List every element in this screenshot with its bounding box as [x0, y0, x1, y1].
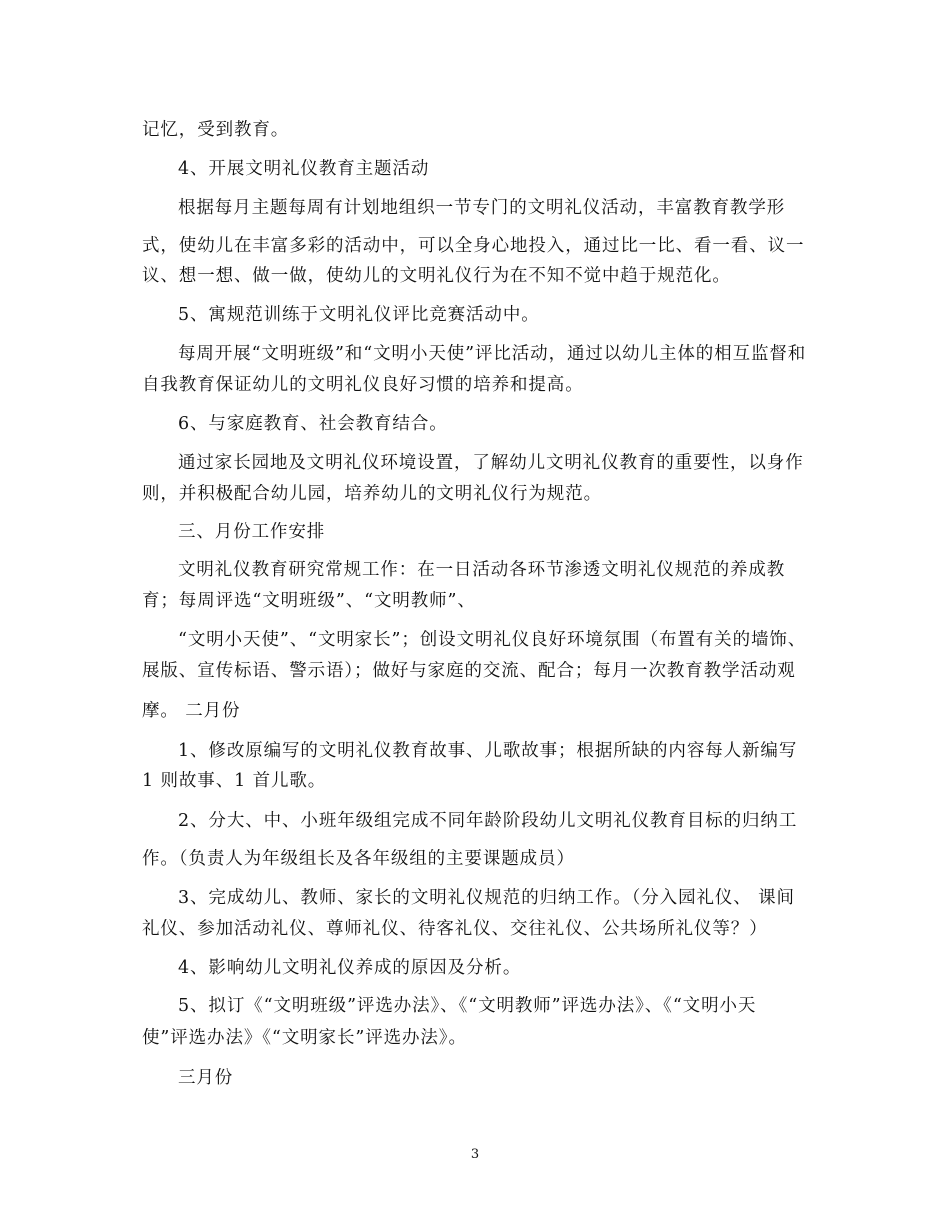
text-line: 作。（负责人为年级组长及各年级组的主要课题成员） [142, 849, 575, 869]
list-item: 5、拟订《“文明班级”评选办法》、《“文明教师”评选办法》、《“文明小天 [178, 996, 757, 1016]
section-heading: 6、与家庭教育、社会教育结合。 [178, 414, 448, 434]
list-item: 1、修改原编写的文明礼仪教育故事、儿歌故事；根据所缺的内容每人新编写 [178, 741, 798, 761]
text-line: 礼仪、参加活动礼仪、尊师礼仪、待客礼仪、交往礼仪、公共场所礼仪等？） [142, 919, 768, 939]
page-number: 3 [470, 1147, 480, 1162]
text-line: 文明礼仪教育研究常规工作：在一日活动各环节渗透文明礼仪规范的养成教 [178, 560, 786, 580]
text-line: 使”评选办法》《“文明家长”评选办法》。 [142, 1028, 467, 1048]
list-item: 4、影响幼儿文明礼仪养成的原因及分析。 [178, 958, 522, 978]
list-item: 3、完成幼儿、教师、家长的文明礼仪规范的归纳工作。（分入园礼仪、 课间 [178, 888, 795, 908]
text-line: 展版、宣传标语、警示语）；做好与家庭的交流、配合；每月一次教育教学活动观 [142, 661, 796, 681]
section-heading: 4、开展文明礼仪教育主题活动 [178, 159, 430, 179]
text-line: 式，使幼儿在丰富多彩的活动中，可以全身心地投入，通过比一比、看一看、议一 [142, 236, 805, 256]
section-heading: 三、月份工作安排 [178, 522, 326, 542]
list-item: 2、分大、中、小班年级组完成不同年龄阶段幼儿文明礼仪教育目标的归纳工 [178, 811, 798, 831]
text-line: 议、想一想、做一做，使幼儿的文明礼仪行为在不知不觉中趋于规范化。 [142, 266, 731, 286]
text-line: 则，并积极配合幼儿园，培养幼儿的文明礼仪行为规范。 [142, 484, 602, 504]
text-line: 记忆，受到教育。 [142, 120, 290, 140]
text-line: 摩。 二月份 [142, 701, 241, 721]
section-heading: 5、寓规范训练于文明礼仪评比竞赛活动中。 [178, 305, 540, 325]
text-line: 根据每月主题每周有计划地组织一节专门的文明礼仪活动，丰富教育教学形 [178, 198, 786, 218]
text-line: “文明小天使”、“文明家长”；创设文明礼仪良好环境氛围（布置有关的墙饰、 [178, 630, 807, 650]
text-line: 通过家长园地及文明礼仪环境设置，了解幼儿文明礼仪教育的重要性，以身作 [178, 453, 804, 473]
text-line: 自我教育保证幼儿的文明礼仪良好习惯的培养和提高。 [142, 375, 584, 395]
text-line: 1 则故事、1 首儿歌。 [142, 771, 327, 791]
text-line: 育；每周评选“文明班级”、“文明教师”、 [142, 591, 476, 611]
section-heading: 三月份 [178, 1068, 234, 1088]
text-line: 每周开展“文明班级”和“文明小天使”评比活动，通过以幼儿主体的相互监督和 [178, 344, 807, 364]
